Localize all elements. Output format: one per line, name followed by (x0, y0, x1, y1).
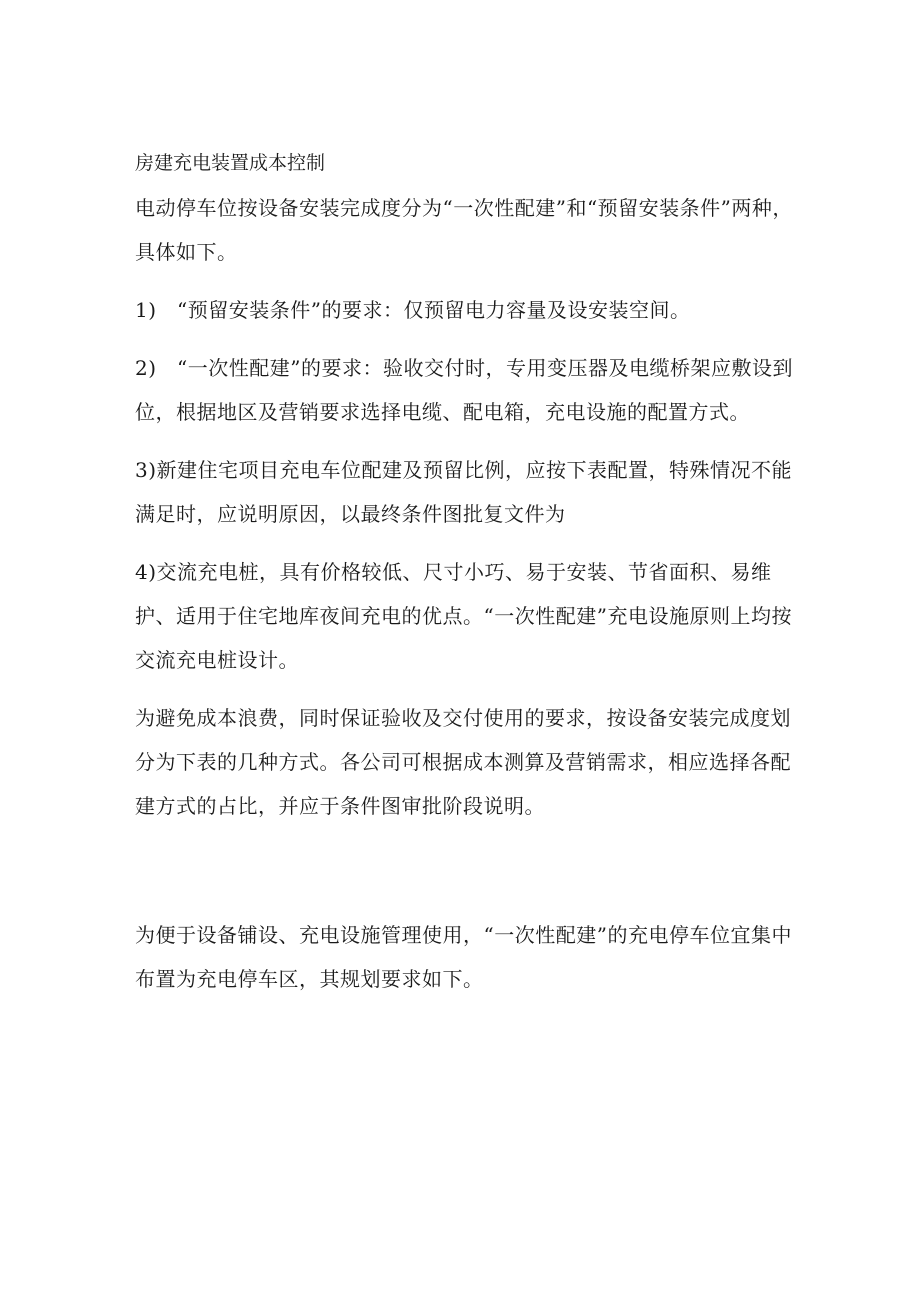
document-page (135, 146, 805, 1001)
spacer (135, 332, 805, 346)
document-title: 房建充电装置成本控制 (135, 152, 326, 174)
spacer (135, 682, 805, 696)
spacer (135, 434, 805, 448)
spacer (135, 274, 805, 288)
paragraph-item-2: 2) “一次性配建”的要求：验收交付时，专用变压器及电缆桥架应敷设到位，根据地区及营销要求选择电缆、配电箱，充电设施的配置方式。 (135, 356, 793, 424)
paragraph-item-4: 4)交流充电桩，具有价格较低、尺寸小巧、易于安装、节省面积、易维护、适用于住宅地库夜间充电的优点。“一次性配建”充电设施原则上均按交流充电桩设计。 (135, 560, 792, 672)
paragraph-item-1: 1) “预留安装条件”的要求：仅预留电力容量及设安装空间。 (135, 298, 691, 322)
spacer (135, 536, 805, 550)
paragraph-layout-requirement: 为便于设备铺设、充电设施管理使用，“一次性配建”的充电停车位宜集中布置为充电停车区，其规划要求如下。 (135, 923, 792, 991)
paragraph-cost-saving: 为避免成本浪费，同时保证验收及交付使用的要求，按设备安装完成度划分为下表的几种方式。各公司可根据成本测算及营销需求，相应选择各配建方式的占比，并应于条件图审批阶段说明。 (135, 706, 791, 818)
spacer (135, 828, 805, 913)
paragraph-intro: 电动停车位按设备安装完成度分为“一次性配建”和“预留安装条件”两种，具体如下。 (135, 196, 793, 264)
paragraph-item-3: 3)新建住宅项目充电车位配建及预留比例，应按下表配置，特殊情况不能满足时，应说明原因，以最终条件图批复文件为 (135, 458, 793, 526)
